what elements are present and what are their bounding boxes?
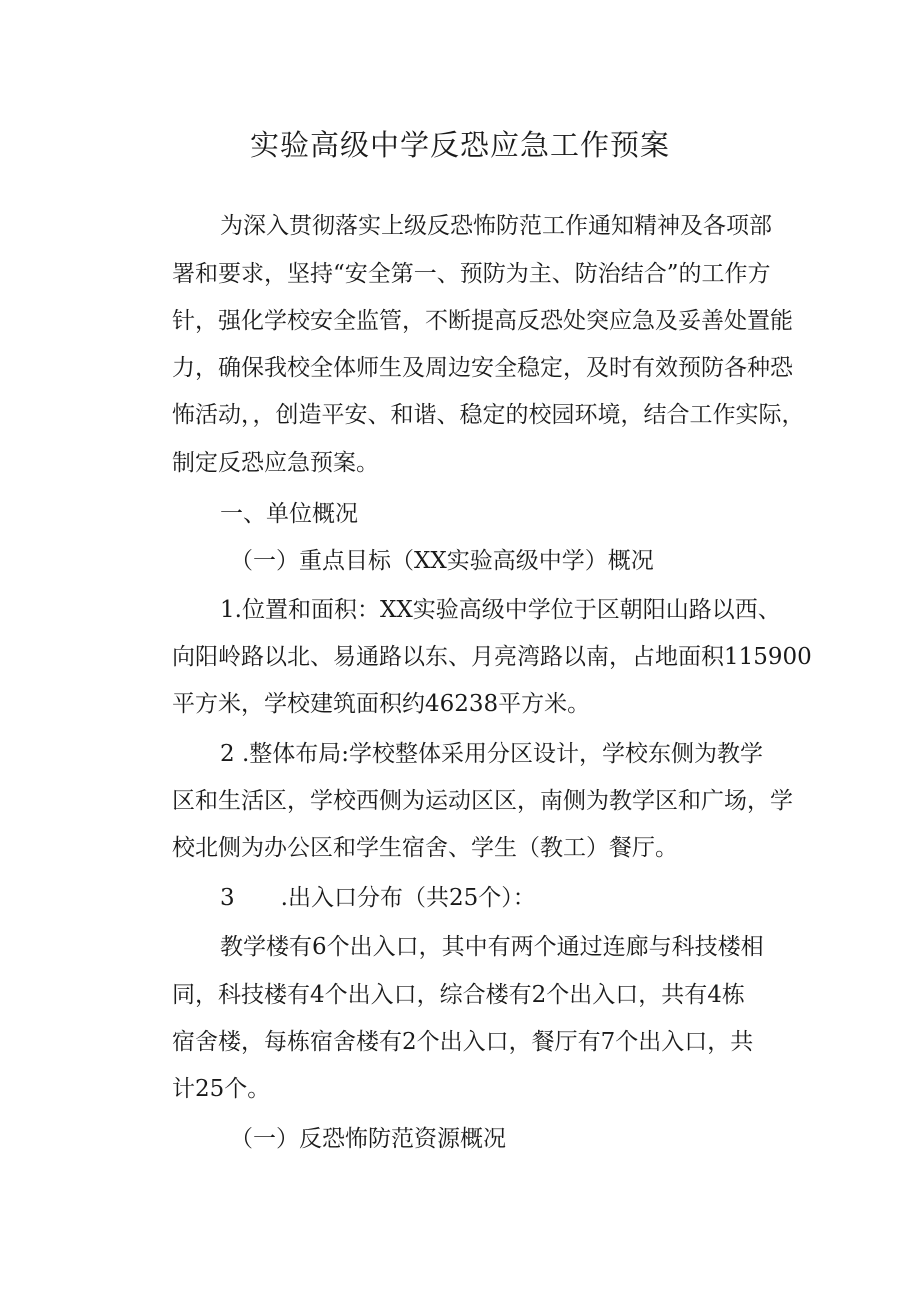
document-title: 实验高级中学反恐应急工作预案 bbox=[249, 128, 670, 162]
subsection-heading: （一）重点目标（XX实验高级中学）概况 bbox=[230, 548, 654, 574]
item2-line: 校北侧为办公区和学生宿舍、学生（教工）餐厅。 bbox=[172, 835, 678, 861]
item3-heading: 3 .出入口分布（共25个）： bbox=[220, 885, 536, 911]
intro-line: 力，确保我校全体师生及周边安全稳定，及时有效预防各种恐 bbox=[172, 355, 793, 381]
section-heading: 一、单位概况 bbox=[220, 501, 358, 527]
item3-line: 宿舍楼，每栋宿舍楼有2个出入口，餐厅有7个出入口，共 bbox=[172, 1029, 754, 1055]
item3-line: 同，科技楼有4个出入口，综合楼有2个出入口，共有4栋 bbox=[172, 982, 745, 1008]
subsection-heading: （一）反恐怖防范资源概况 bbox=[230, 1126, 506, 1152]
item1-line: 1.位置和面积：XX实验高级中学位于区朝阳山路以西、 bbox=[220, 597, 781, 623]
item3-line: 计25个。 bbox=[172, 1076, 271, 1102]
intro-line: 针，强化学校安全监管，不断提高反恐处突应急及妥善处置能 bbox=[172, 308, 793, 334]
item2-line: 2 .整体布局:学校整体采用分区设计，学校东侧为教学 bbox=[220, 741, 764, 767]
item3-line: 教学楼有6个出入口，其中有两个通过连廊与科技楼相 bbox=[220, 934, 764, 960]
item2-line: 区和生活区，学校西侧为运动区区，南侧为教学区和广场，学 bbox=[172, 788, 793, 814]
item1-line: 平方米，学校建筑面积约46238平方米。 bbox=[172, 691, 591, 717]
intro-line: 为深入贯彻落实上级反恐怖防范工作通知精神及各项部 bbox=[220, 213, 772, 239]
item1-line: 向阳岭路以北、易通路以东、月亮湾路以南，占地面积115900 bbox=[172, 644, 812, 670]
intro-line: 署和要求，坚持“安全第一、预防为主、防治结合”的工作方 bbox=[172, 261, 771, 287]
intro-line: 怖活动，，创造平安、和谐、稳定的校园环境，结合工作实际， bbox=[172, 402, 805, 428]
intro-line: 制定反恐应急预案。 bbox=[172, 450, 379, 476]
